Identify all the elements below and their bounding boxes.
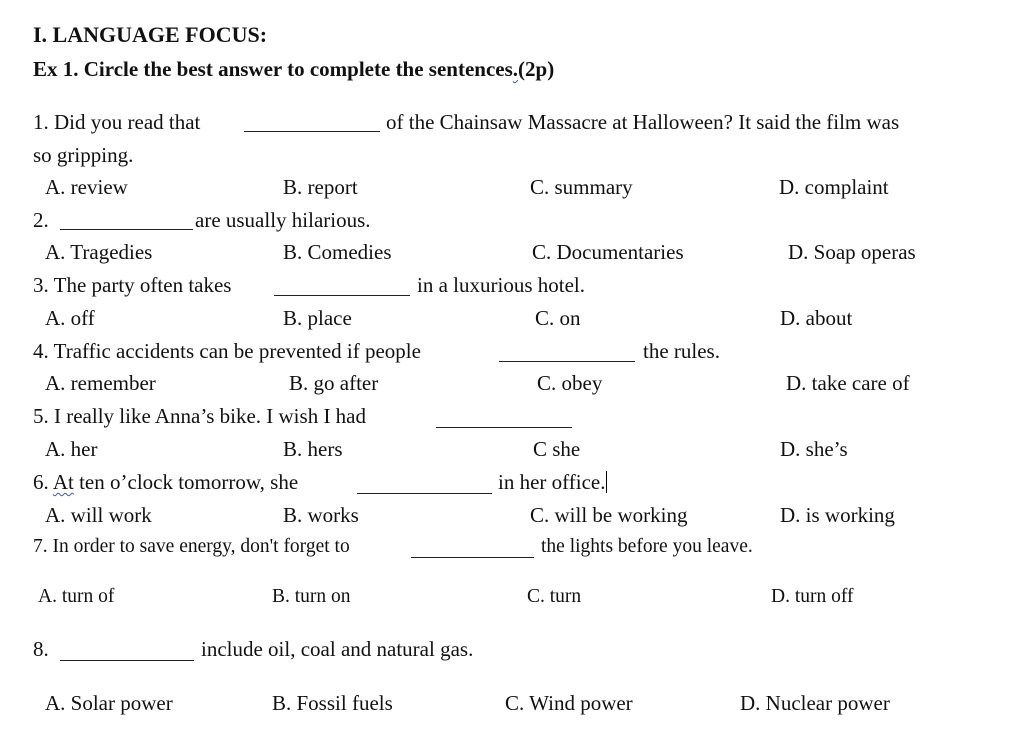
section-heading: I. LANGUAGE FOCUS: — [33, 22, 268, 47]
question-1-continuation: so gripping. — [33, 143, 134, 167]
question-6-stem — [33, 469, 298, 495]
q7-option-c[interactable]: C. turn — [527, 586, 582, 607]
question-3-stem: 3. The party often takes — [33, 273, 232, 297]
exercise-points: (2p) — [518, 57, 555, 81]
question-4-stem: 4. Traffic accidents can be prevented if people — [33, 339, 421, 363]
q6-option-d[interactable]: D. is working — [780, 503, 895, 527]
question-5-blank — [436, 427, 572, 428]
question-8-number: 8. — [33, 637, 49, 661]
q2-option-c[interactable]: C. Documentaries — [532, 240, 684, 264]
q5-option-c[interactable]: C she — [533, 437, 581, 461]
q5-option-d[interactable]: D. she’s — [780, 437, 848, 461]
q5-option-b[interactable]: B. hers — [283, 437, 343, 461]
question-6-stem-end — [498, 469, 607, 495]
question-1-stem-end: of the Chainsaw Massacre at Halloween? It said the film was — [386, 110, 900, 134]
q4-option-c[interactable]: C. obey — [537, 371, 603, 395]
q4-option-b[interactable]: B. go after — [289, 371, 379, 395]
question-4-blank — [499, 361, 635, 362]
question-6-blank — [357, 493, 492, 494]
q7-option-d[interactable]: D. turn off — [771, 586, 854, 607]
question-3-blank — [274, 295, 410, 296]
question-8-stem: include oil, coal and natural gas. — [201, 637, 474, 661]
exercise-instruction — [33, 56, 554, 82]
q3-option-c[interactable]: C. on — [535, 306, 581, 330]
question-2-blank — [60, 229, 193, 230]
q1-option-a[interactable]: A. review — [45, 175, 128, 199]
q1-option-c[interactable]: C. summary — [530, 175, 633, 199]
question-6-text: ten o’clock tomorrow, she — [73, 470, 299, 494]
exercise-text: Ex 1. Circle the best answer to complete the sentences — [33, 57, 513, 81]
question-7-stem-end: the lights before you leave. — [541, 536, 753, 557]
question-6-end-text: in her office. — [498, 470, 606, 494]
question-6-number: 6. — [33, 470, 53, 494]
text-cursor — [606, 471, 607, 493]
q6-option-a[interactable]: A. will work — [45, 503, 152, 527]
question-7-blank — [411, 557, 534, 558]
q4-option-d[interactable]: D. take care of — [786, 371, 910, 395]
q2-option-b[interactable]: B. Comedies — [283, 240, 392, 264]
q8-option-d[interactable]: D. Nuclear power — [740, 691, 890, 715]
question-7-stem: 7. In order to save energy, don't forget to — [33, 536, 350, 557]
question-6-squiggle-word: At — [52, 470, 74, 494]
q3-option-d[interactable]: D. about — [780, 306, 853, 330]
question-3-stem-end: in a luxurious hotel. — [417, 273, 585, 297]
question-4-stem-end: the rules. — [643, 339, 720, 363]
q3-option-b[interactable]: B. place — [283, 306, 352, 330]
question-5-stem: 5. I really like Anna’s bike. I wish I had — [33, 404, 367, 428]
q2-option-a[interactable]: A. Tragedies — [45, 240, 153, 264]
question-8-blank — [60, 660, 194, 661]
q4-option-a[interactable]: A. remember — [45, 371, 156, 395]
q2-option-d[interactable]: D. Soap operas — [788, 240, 916, 264]
spelling-squiggle: . — [512, 57, 519, 81]
q8-option-c[interactable]: C. Wind power — [505, 691, 633, 715]
q1-option-d[interactable]: D. complaint — [779, 175, 889, 199]
q7-option-a[interactable]: A. turn of — [38, 586, 115, 607]
q3-option-a[interactable]: A. off — [45, 306, 95, 330]
question-2-number: 2. — [33, 208, 49, 232]
q6-option-c[interactable]: C. will be working — [530, 503, 688, 527]
question-2-stem: are usually hilarious. — [195, 208, 371, 232]
q8-option-b[interactable]: B. Fossil fuels — [272, 691, 393, 715]
q8-option-a[interactable]: A. Solar power — [45, 691, 173, 715]
question-1-stem: 1. Did you read that — [33, 110, 201, 134]
q5-option-a[interactable]: A. her — [45, 437, 98, 461]
q1-option-b[interactable]: B. report — [283, 175, 358, 199]
q6-option-b[interactable]: B. works — [283, 503, 359, 527]
q7-option-b[interactable]: B. turn on — [272, 586, 351, 607]
question-1-blank — [244, 131, 380, 132]
